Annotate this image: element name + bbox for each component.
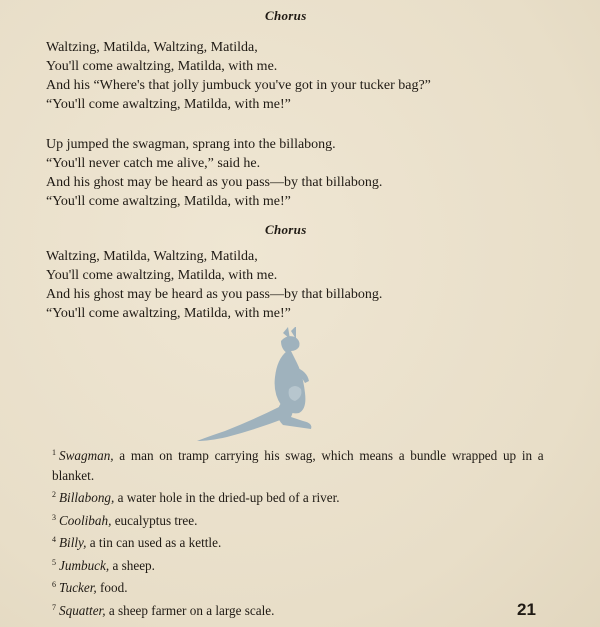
verse-line: Waltzing, Matilda, Waltzing, Matilda, — [46, 249, 258, 264]
verse-line: You'll come awaltzing, Matilda, with me. — [46, 59, 278, 74]
footnote-5: $^5$ Jumbuck, a sheep. — [52, 557, 155, 573]
footnotes — [46, 443, 546, 620]
verse-line: And his ghost may be heard as you pass—by that billabong. — [46, 287, 383, 302]
verse-line: “You'll come awaltzing, Matilda, with me!” — [46, 306, 291, 321]
verse-line: And his ghost may be heard as you pass—by that billabong. — [46, 175, 383, 190]
verse-line: “You'll come awaltzing, Matilda, with me!” — [46, 194, 291, 209]
footnote-4: $^4$ Billy, a tin can used as a kettle. — [52, 535, 222, 550]
verse-line: You'll come awaltzing, Matilda, with me. — [46, 268, 278, 283]
footnote-6: $^6$ Tucker, food. — [52, 580, 128, 595]
footnote-3: $^3$ Coolibah, eucalyptus tree. — [52, 512, 198, 528]
stanza-chorus-2 — [46, 247, 382, 323]
footnote-1: $^1$ Swagman, a man on tramp carrying his swag, which means a bundle wrapped up in a blanket. — [52, 448, 544, 483]
footnote-2: $^2$ Billabong, a water hole in the dried-up bed of a river. — [52, 490, 340, 505]
stanza-swagman — [46, 135, 382, 211]
verse-line: “You'll come awaltzing, Matilda, with me!” — [46, 97, 291, 112]
chorus-heading: Chorus — [265, 8, 307, 23]
chorus-heading: Chorus — [265, 222, 307, 237]
verse-line: Up jumped the swagman, sprang into the billabong. — [46, 137, 336, 152]
verse-line: “You'll never catch me alive,” said he. — [46, 156, 261, 171]
verse-line: And his “Where's that jolly jumbuck you've got in your tucker bag?” — [46, 78, 431, 93]
footnote-7: $^7$ Squatter, a sheep farmer on a large scale. — [52, 602, 275, 618]
kangaroo-icon — [195, 327, 345, 445]
verse-line: Waltzing, Matilda, Waltzing, Matilda, — [46, 40, 258, 55]
stanza-chorus-1 — [46, 38, 431, 114]
page-number: 21 — [517, 600, 536, 619]
